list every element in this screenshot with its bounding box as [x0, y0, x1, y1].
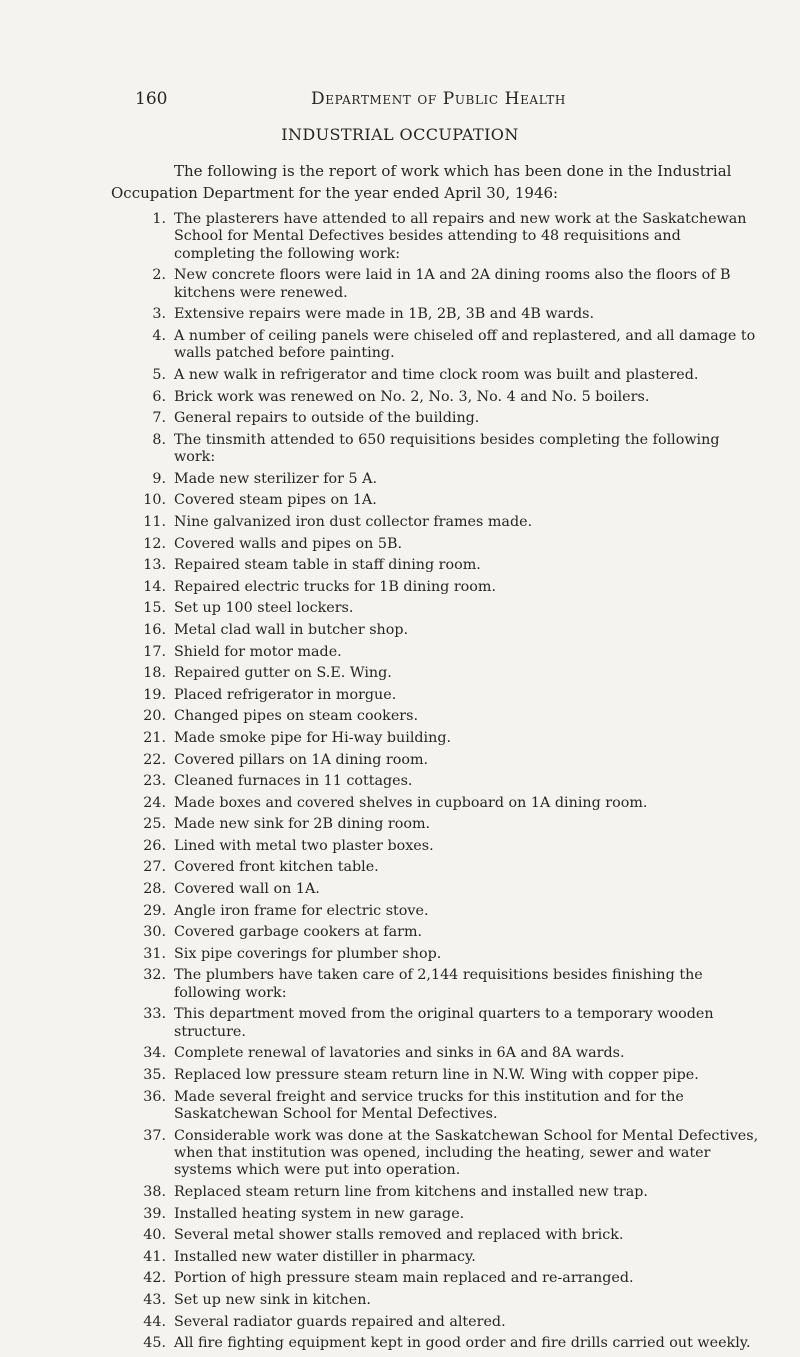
list-item — [135, 665, 762, 682]
item-text: Replaced steam return line from kitchens and installed new trap. — [174, 1184, 648, 1201]
item-number: 43. — [143, 1292, 166, 1308]
item-text: Changed pipes on steam cookers. — [174, 708, 418, 725]
item-text: Made boxes and covered shelves in cupboard on 1A dining room. — [174, 794, 648, 811]
running-header — [135, 89, 735, 111]
list-item — [135, 622, 762, 639]
item-number: 31. — [143, 945, 166, 962]
list-item — [135, 924, 762, 941]
item-number: 18. — [143, 665, 166, 682]
item-number: 38. — [143, 1184, 166, 1201]
list-item — [135, 730, 762, 747]
list-item — [135, 752, 762, 769]
item-text: All fire fighting equipment kept in good order and fire drills carried out weekly. — [174, 1335, 751, 1352]
item-number: 17. — [143, 643, 166, 660]
item-number: 42. — [143, 1270, 166, 1287]
list-item — [135, 1128, 762, 1180]
item-number: 19. — [143, 686, 166, 703]
item-number: 2. — [152, 267, 166, 284]
list-item — [135, 1270, 762, 1287]
item-text: A new walk in refrigerator and time clock room was built and plastered. — [174, 367, 699, 383]
item-text: New concrete floors were laid in 1A and 2A dining rooms also the floors of B kitchens were renewed. — [174, 267, 731, 301]
item-number: 1. — [152, 211, 166, 227]
item-number: 44. — [143, 1313, 166, 1330]
item-number: 4. — [152, 328, 166, 344]
page-number: 160 — [135, 89, 168, 109]
item-number: 30. — [143, 924, 166, 941]
item-number: 9. — [152, 470, 166, 487]
list-item — [135, 816, 762, 833]
item-text: A number of ceiling panels were chiseled off and replastered, and all damage to walls patched before painting. — [174, 328, 756, 362]
item-number: 11. — [143, 513, 166, 530]
list-item — [135, 267, 762, 302]
list-item — [135, 946, 762, 963]
list-item — [135, 1184, 762, 1201]
intro-line-1: The following is the report of work which has been done in the Industrial — [174, 162, 732, 180]
list-item — [135, 1227, 762, 1244]
item-text: Metal clad wall in butcher shop. — [174, 621, 409, 638]
item-text: Several metal shower stalls removed and replaced with brick. — [174, 1227, 624, 1244]
list-item — [135, 687, 762, 704]
item-number: 16. — [143, 621, 166, 638]
intro-paragraph — [111, 160, 751, 204]
list-item — [135, 389, 762, 406]
item-text: Installed new water distiller in pharmacy. — [174, 1248, 476, 1265]
item-text: The tinsmith attended to 650 requisitions besides completing the following work: — [174, 431, 720, 466]
item-number: 15. — [143, 600, 166, 617]
item-number: 8. — [152, 431, 166, 448]
item-text: Covered garbage cookers at farm. — [174, 924, 423, 941]
item-number: 32. — [143, 967, 166, 984]
list-item — [135, 795, 762, 812]
item-text: Repaired electric trucks for 1B dining room. — [174, 578, 496, 595]
item-number: 39. — [143, 1205, 166, 1222]
item-number: 3. — [152, 306, 166, 323]
list-item — [135, 557, 762, 574]
list-item — [135, 881, 762, 898]
item-text: Covered walls and pipes on 5B. — [174, 535, 403, 552]
department-title: Department of Public Health — [311, 89, 566, 109]
item-text: Nine galvanized iron dust collector frames made. — [174, 513, 533, 530]
item-text: Extensive repairs were made in 1B, 2B, 3B and 4B wards. — [174, 306, 594, 323]
item-text: Made new sterilizer for 5 A. — [174, 470, 378, 487]
list-item — [135, 410, 762, 427]
item-text: Six pipe coverings for plumber shop. — [174, 945, 442, 962]
item-number: 34. — [143, 1045, 166, 1062]
list-item — [135, 1006, 762, 1041]
item-text: Complete renewal of lavatories and sinks in 6A and 8A wards. — [174, 1045, 625, 1062]
list-item — [135, 536, 762, 553]
item-text: Considerable work was done at the Saskatchewan School for Mental Defectives, when that institution was opened, including the heating, sewer and water systems which were put into operation. — [174, 1127, 759, 1179]
list-item — [135, 367, 762, 384]
list-item — [135, 471, 762, 488]
item-text: Made new sink for 2B dining room. — [174, 816, 431, 833]
intro-line-2: Occupation Department for the year ended April 30, 1946: — [111, 184, 559, 202]
item-text: Covered front kitchen table. — [174, 859, 379, 876]
item-text: Brick work was renewed on No. 2, No. 3, No. 4 and No. 5 boilers. — [174, 388, 650, 405]
item-text: Set up new sink in kitchen. — [174, 1292, 371, 1308]
item-text: Placed refrigerator in morgue. — [174, 686, 397, 703]
list-item — [135, 1335, 762, 1352]
item-text: Angle iron frame for electric stove. — [174, 902, 429, 919]
item-text: Shield for motor made. — [174, 643, 342, 660]
list-item — [135, 1045, 762, 1062]
item-text: Installed heating system in new garage. — [174, 1205, 465, 1222]
item-text: Made smoke pipe for Hi-way building. — [174, 729, 452, 746]
list-item — [135, 600, 762, 617]
item-number: 10. — [143, 492, 166, 509]
list-item — [135, 773, 762, 790]
list-item — [135, 967, 762, 1002]
item-number: 27. — [143, 859, 166, 876]
item-text: Repaired steam table in staff dining room. — [174, 557, 481, 574]
item-number: 24. — [143, 794, 166, 811]
list-item — [135, 514, 762, 531]
item-number: 29. — [143, 902, 166, 919]
list-item — [135, 579, 762, 596]
item-number: 23. — [143, 773, 166, 790]
item-number: 26. — [143, 837, 166, 854]
list-item — [135, 211, 762, 263]
item-text: Portion of high pressure steam main replaced and re-arranged. — [174, 1270, 634, 1287]
item-text: Several radiator guards repaired and altered. — [174, 1313, 506, 1330]
list-item — [135, 708, 762, 725]
item-number: 40. — [143, 1227, 166, 1244]
item-text: Repaired gutter on S.E. Wing. — [174, 665, 392, 682]
item-number: 28. — [143, 881, 166, 898]
list-item — [135, 644, 762, 661]
list-item — [135, 838, 762, 855]
item-text: Replaced low pressure steam return line in N.W. Wing with copper pipe. — [174, 1067, 699, 1084]
item-text: Lined with metal two plaster boxes. — [174, 837, 434, 854]
list-item — [135, 859, 762, 876]
list-item — [135, 306, 762, 323]
work-items-list — [135, 211, 762, 1357]
item-text: The plasterers have attended to all repairs and new work at the Saskatchewan School for Mental Defectives besides attending to 48 requisitions and completing the following work: — [174, 211, 747, 262]
list-item — [135, 1206, 762, 1223]
item-text: Covered wall on 1A. — [174, 881, 320, 898]
list-item — [135, 1292, 762, 1309]
item-number: 5. — [152, 367, 166, 383]
item-number: 25. — [143, 816, 166, 833]
list-item — [135, 903, 762, 920]
list-item — [135, 1249, 762, 1266]
item-number: 12. — [143, 535, 166, 552]
item-number: 13. — [143, 557, 166, 574]
list-item — [135, 328, 762, 363]
item-number: 45. — [143, 1335, 166, 1352]
item-number: 37. — [143, 1127, 166, 1144]
list-item — [135, 1089, 762, 1124]
item-text: Set up 100 steel lockers. — [174, 600, 354, 617]
item-number: 6. — [152, 388, 166, 405]
item-text: Covered steam pipes on 1A. — [174, 492, 377, 509]
item-number: 35. — [143, 1067, 166, 1084]
item-number: 36. — [143, 1088, 166, 1105]
item-number: 14. — [143, 578, 166, 595]
item-number: 22. — [143, 751, 166, 768]
item-number: 20. — [143, 708, 166, 725]
item-text: This department moved from the original quarters to a temporary wooden structure. — [174, 1006, 714, 1040]
item-number: 33. — [143, 1006, 166, 1023]
item-text: General repairs to outside of the building. — [174, 410, 480, 427]
item-number: 7. — [152, 410, 166, 427]
list-item — [135, 1314, 762, 1331]
item-number: 41. — [143, 1248, 166, 1265]
list-item — [135, 432, 762, 467]
section-title: INDUSTRIAL OCCUPATION — [281, 125, 519, 144]
item-text: Cleaned furnaces in 11 cottages. — [174, 773, 413, 790]
item-text: The plumbers have taken care of 2,144 requisitions besides finishing the following work: — [174, 967, 703, 1001]
item-text: Made several freight and service trucks for this institution and for the Saskatchewan School for Mental Defectives. — [174, 1088, 684, 1123]
list-item — [135, 492, 762, 509]
item-text: Covered pillars on 1A dining room. — [174, 751, 429, 768]
item-number: 21. — [143, 729, 166, 746]
list-item — [135, 1067, 762, 1084]
